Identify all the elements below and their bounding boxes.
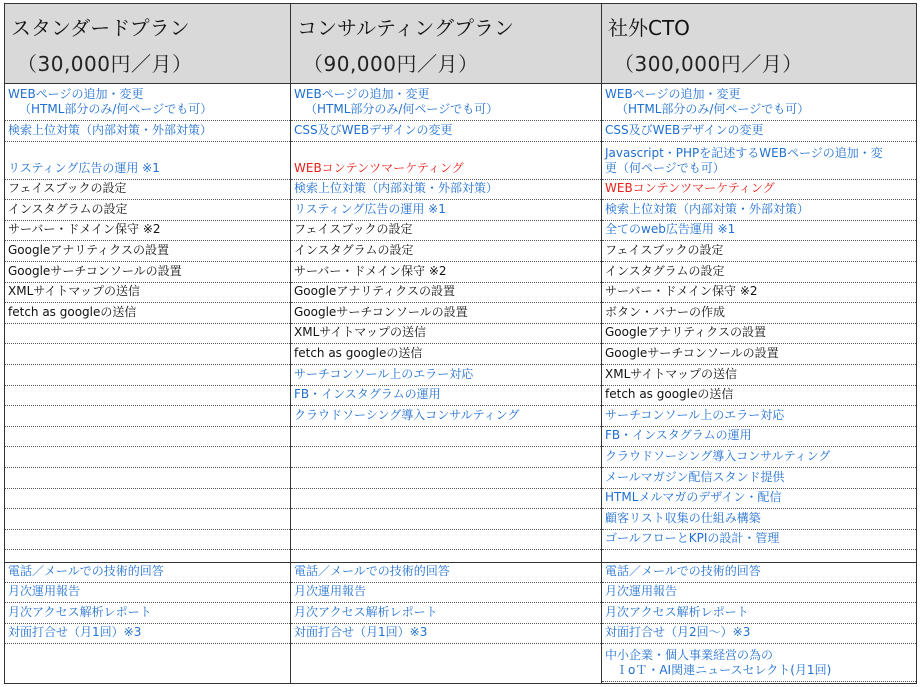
feature-row bbox=[291, 562, 601, 583]
feature-row bbox=[602, 180, 916, 201]
feature-text: 対面打合せ（月1回）※3 bbox=[294, 625, 428, 640]
feature-row bbox=[5, 83, 290, 121]
empty-row bbox=[5, 489, 290, 510]
feature-text: リスティング広告の運用 ※1 bbox=[8, 160, 160, 175]
feature-row bbox=[602, 344, 916, 365]
feature-row bbox=[602, 365, 916, 386]
feature-row bbox=[602, 241, 916, 262]
plan-price: （300,000円／月） bbox=[614, 52, 803, 76]
feature-row bbox=[602, 562, 916, 583]
feature-text: ゴールフローとKPIの設計・管理 bbox=[605, 531, 780, 546]
feature-text: フェイスブックの設定 bbox=[8, 181, 127, 196]
feature-text: HTMLメルマガのデザイン・配信 bbox=[605, 490, 782, 505]
empty-row bbox=[5, 344, 290, 365]
feature-text: クラウドソーシング導入コンサルティング bbox=[294, 407, 520, 422]
feature-row bbox=[5, 283, 290, 304]
feature-row bbox=[602, 406, 916, 427]
feature-row bbox=[602, 324, 916, 345]
feature-text: XMLサイトマップの送信 bbox=[294, 325, 426, 340]
feature-row bbox=[602, 221, 916, 242]
feature-row bbox=[602, 624, 916, 645]
feature-row bbox=[602, 283, 916, 304]
feature-row bbox=[291, 324, 601, 345]
empty-row bbox=[5, 386, 290, 407]
feature-text: FB・インスタグラムの運用 bbox=[605, 428, 752, 443]
feature-row bbox=[291, 83, 601, 121]
feature-row bbox=[5, 200, 290, 221]
feature-row bbox=[291, 262, 601, 283]
empty-row bbox=[291, 509, 601, 530]
feature-text: WEBページの追加・変更 bbox=[605, 87, 741, 101]
empty-row bbox=[5, 406, 290, 427]
feature-text: Javascript・PHPを記述するWEBページの追加・変 bbox=[605, 145, 883, 160]
feature-text: 更（何ページでも可） bbox=[605, 160, 725, 175]
feature-row bbox=[291, 386, 601, 407]
feature-row bbox=[291, 344, 601, 365]
feature-row bbox=[602, 509, 916, 530]
plan-comparison-table bbox=[4, 3, 917, 684]
feature-text: サーチコンソール上のエラー対応 bbox=[605, 407, 785, 422]
plan-header bbox=[602, 4, 916, 84]
feature-text: fetch as googleの送信 bbox=[8, 304, 137, 319]
feature-text: 月次アクセス解析レポート bbox=[294, 604, 438, 619]
empty-row bbox=[291, 427, 601, 448]
feature-text: サーバー・ドメイン保守 ※2 bbox=[605, 284, 758, 299]
plan-header bbox=[5, 4, 290, 84]
empty-row bbox=[5, 530, 290, 551]
plan-price: （30,000円／月） bbox=[17, 52, 193, 76]
feature-row bbox=[5, 121, 290, 142]
feature-row bbox=[602, 303, 916, 324]
feature-row bbox=[291, 365, 601, 386]
empty-row bbox=[291, 447, 601, 468]
empty-row bbox=[5, 447, 290, 468]
feature-row bbox=[602, 489, 916, 510]
feature-text: 電話／メールでの技術的回答 bbox=[294, 563, 450, 578]
feature-text: Googleアナリティクスの設置 bbox=[8, 242, 169, 257]
feature-text: クラウドソーシング導入コンサルティング bbox=[605, 448, 831, 463]
plan-column bbox=[290, 3, 602, 684]
feature-row bbox=[602, 447, 916, 468]
feature-text: 検索上位対策（内部対策・外部対策） bbox=[294, 181, 499, 196]
feature-row bbox=[291, 221, 601, 242]
feature-text: 月次運用報告 bbox=[8, 584, 81, 599]
feature-text: FB・インスタグラムの運用 bbox=[294, 387, 441, 402]
feature-row bbox=[291, 142, 601, 180]
feature-text: Googleサーチコンソールの設置 bbox=[8, 263, 182, 278]
feature-text: XMLサイトマップの送信 bbox=[8, 284, 140, 299]
feature-text: サーバー・ドメイン保守 ※2 bbox=[8, 222, 161, 237]
feature-row bbox=[602, 583, 916, 604]
feature-text: 電話／メールでの技術的回答 bbox=[8, 563, 164, 578]
feature-row bbox=[5, 180, 290, 201]
feature-text: （HTML部分のみ/何ページでも可） bbox=[616, 102, 810, 116]
feature-row bbox=[291, 241, 601, 262]
feature-text: インスタグラムの設定 bbox=[294, 242, 414, 257]
feature-text: 対面打合せ（月1回）※3 bbox=[8, 625, 142, 640]
feature-row bbox=[291, 200, 601, 221]
feature-row bbox=[602, 142, 916, 180]
feature-row bbox=[602, 468, 916, 489]
plan-title: 社外CTO bbox=[608, 16, 690, 40]
feature-text: （HTML部分のみ/何ページでも可） bbox=[305, 102, 499, 116]
feature-text: ＩoＴ・AI関連ニュースセレクト(月1回) bbox=[616, 663, 832, 678]
empty-row bbox=[291, 530, 601, 551]
feature-row bbox=[5, 241, 290, 262]
feature-row bbox=[602, 83, 916, 121]
feature-row bbox=[5, 562, 290, 583]
plan-column bbox=[4, 3, 291, 684]
feature-text: フェイスブックの設定 bbox=[605, 242, 724, 257]
feature-text: Googleアナリティクスの設置 bbox=[294, 284, 455, 299]
feature-text: フェイスブックの設定 bbox=[294, 222, 413, 237]
feature-text: 全てのweb広告運用 ※1 bbox=[605, 222, 736, 237]
feature-text: 検索上位対策（内部対策・外部対策） bbox=[605, 201, 810, 216]
feature-text: インスタグラムの設定 bbox=[605, 263, 725, 278]
feature-row bbox=[291, 406, 601, 427]
feature-row bbox=[602, 530, 916, 551]
feature-row bbox=[602, 603, 916, 624]
feature-text: Googleアナリティクスの設置 bbox=[605, 325, 766, 340]
feature-text: （HTML部分のみ/何ページでも可） bbox=[19, 102, 213, 116]
empty-row bbox=[5, 365, 290, 386]
feature-row bbox=[5, 603, 290, 624]
feature-row bbox=[291, 121, 601, 142]
feature-text: 月次運用報告 bbox=[605, 584, 678, 599]
feature-text: サーバー・ドメイン保守 ※2 bbox=[294, 263, 447, 278]
feature-row bbox=[602, 644, 916, 682]
plan-title: コンサルティングプラン bbox=[297, 16, 514, 40]
feature-row bbox=[5, 583, 290, 604]
feature-row bbox=[5, 624, 290, 645]
feature-text: 中小企業・個人事業経営の為の bbox=[605, 648, 774, 663]
feature-row bbox=[291, 283, 601, 304]
plan-header bbox=[291, 4, 601, 84]
feature-row bbox=[5, 142, 290, 180]
feature-row bbox=[291, 624, 601, 645]
feature-text: 検索上位対策（内部対策・外部対策） bbox=[8, 122, 213, 137]
feature-text: WEBページの追加・変更 bbox=[294, 87, 430, 101]
feature-row bbox=[602, 386, 916, 407]
feature-text: サーチコンソール上のエラー対応 bbox=[294, 366, 474, 381]
feature-text: fetch as googleの送信 bbox=[294, 345, 423, 360]
feature-text: 顧客リスト収集の仕組み構築 bbox=[605, 510, 761, 525]
feature-row bbox=[291, 303, 601, 324]
empty-row bbox=[5, 509, 290, 530]
empty-row bbox=[5, 427, 290, 448]
feature-text: CSS及びWEBデザインの変更 bbox=[605, 122, 764, 137]
feature-row bbox=[602, 427, 916, 448]
feature-text: インスタグラムの設定 bbox=[8, 201, 128, 216]
feature-row bbox=[5, 221, 290, 242]
feature-text: 月次運用報告 bbox=[294, 584, 367, 599]
empty-row bbox=[5, 468, 290, 489]
feature-text: XMLサイトマップの送信 bbox=[605, 366, 737, 381]
feature-text: Googleサーチコンソールの設置 bbox=[605, 345, 779, 360]
feature-text: WEBコンテンツマーケティング bbox=[294, 160, 464, 175]
empty-row bbox=[291, 468, 601, 489]
empty-row bbox=[5, 324, 290, 345]
feature-row bbox=[602, 262, 916, 283]
plan-price: （90,000円／月） bbox=[303, 52, 479, 76]
feature-text: 対面打合せ（月2回～）※3 bbox=[605, 625, 751, 640]
empty-row bbox=[291, 489, 601, 510]
feature-text: 月次アクセス解析レポート bbox=[605, 604, 749, 619]
plan-column bbox=[601, 3, 917, 684]
plan-title: スタンダードプラン bbox=[11, 16, 190, 40]
feature-text: 月次アクセス解析レポート bbox=[8, 604, 152, 619]
feature-text: Googleサーチコンソールの設置 bbox=[294, 304, 468, 319]
feature-row bbox=[602, 121, 916, 142]
feature-row bbox=[602, 200, 916, 221]
feature-row bbox=[5, 262, 290, 283]
feature-text: メールマガジン配信スタンド提供 bbox=[605, 469, 785, 484]
feature-row bbox=[291, 180, 601, 201]
feature-text: ボタン・バナーの作成 bbox=[605, 304, 726, 319]
feature-row bbox=[291, 583, 601, 604]
feature-row bbox=[291, 603, 601, 624]
feature-row bbox=[5, 303, 290, 324]
feature-text: CSS及びWEBデザインの変更 bbox=[294, 122, 453, 137]
feature-text: fetch as googleの送信 bbox=[605, 387, 734, 402]
feature-text: リスティング広告の運用 ※1 bbox=[294, 201, 446, 216]
feature-text: 電話／メールでの技術的回答 bbox=[605, 563, 761, 578]
feature-text: WEBコンテンツマーケティング bbox=[605, 181, 775, 196]
feature-text: WEBページの追加・変更 bbox=[8, 87, 144, 101]
